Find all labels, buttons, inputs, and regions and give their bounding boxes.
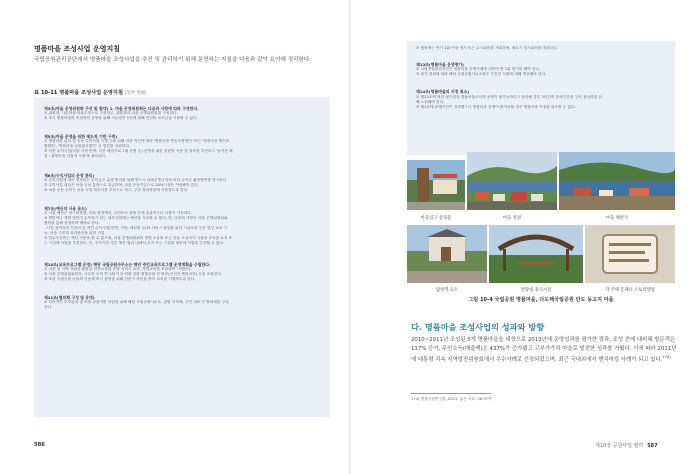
- caption-observatory-rest-area: 전망대 휴식시설: [520, 288, 552, 293]
- article-line: ① 수익사업에 따라 생산되는 수익금은 분쟁 방지를 위해 반드시 마을운영규칙에 따라 수익금 활용방안을 명시한다.: [44, 177, 228, 182]
- page-number-right: 587: [647, 443, 658, 449]
- article-heading: 제13조(명품마을 운영평가): [416, 61, 464, 67]
- article-line: 험 · 휴양마을 사업자 지정'을 완료한다.: [44, 153, 107, 158]
- running-footer: [595, 442, 658, 449]
- guideline-article: [44, 106, 322, 121]
- article-line: ③ 마을 공동 수익은 마을 사업 재투자를 우선으로 하고, 주민 복리증진에 사용하도록 한다.: [44, 187, 189, 192]
- caption-village-entrance: 마을입구 상징물: [420, 216, 452, 221]
- table-caption: [34, 89, 147, 96]
- article-line: ② 수익사업 대금은 마을 공동 통장으로 입금하며, 마을 공동기금으로 20%이상은 적립해야 한다.: [44, 182, 199, 187]
- running-title: 제10장 공원사업 협력: [595, 443, 644, 449]
- right-page: [351, 0, 700, 474]
- article-line: 합법인', '명품마을 농업회사법인' 등 법인을 설립한다.: [44, 143, 131, 148]
- guideline-article: [416, 89, 668, 109]
- article-line: ② 개인이나 개별 법인이 수익자가 되는 세부사업에는 예산을 사용할 수 없다. 단, 다음의 사항은 마을 운영위원회와: [44, 216, 228, 221]
- photo-house-nameplate: [585, 225, 675, 283]
- article-line: ② 각종 수익사업(마을 식당 민박, 각종 체험프로그램 운영 등) 운영을 위한 관련법 적용 및 절차를 추진하고 '놀이촌 체: [44, 148, 233, 153]
- photo-village-beach: [559, 152, 675, 210]
- guideline-article: [44, 134, 322, 159]
- article-line: ① 명품마을 관리 및 공동 수익사업 시행 등을 위해 마을 여건에 따라 '명품마을 영농조합법인' 또는 '명품마을 영어조: [44, 138, 230, 143]
- article-line: 는 시설에 사업을 추진한다. 단, 부득이한 경우 예산 범위 내에서 토지 또는 시설물 매입에 사업을 추진할 수 있다.: [44, 241, 225, 246]
- article-line: 능, 마을 주민의 복리증진을 위한 사업: [44, 231, 105, 236]
- guideline-article: [44, 173, 322, 193]
- result-body-text: 2010~2011년 조성된 5개 명품마을을 대상으로 2013년에 운영성과를 평가한 결과, 조성 전에 대비해 방문객은 117% 증가, 주민소득(매출액)은 437%가 증가됐고 고부가가치 마을로 발전한 성과를 거뒀다. 이에 따라 2011년에 대통령 직속 지역발전위원회에서 우수사례로 선정되었으며, 최근 국내외에서 벤치마킹 사례가 되고 있다.: [411, 337, 677, 363]
- footnote-divider: [411, 393, 491, 394]
- article-line: ② 마을 운영위원회원장, 사무장 등의 연 1회 이상 역량 강화 명품마을 간 방문(선진지 벤치마킹) 등을 포함한다.: [44, 271, 223, 276]
- guideline-article: [44, 262, 322, 282]
- figure-caption: 그림 10-4 국립공원 명품마을, 다도해국립공원 만도 동고지 마을: [468, 297, 614, 303]
- photo-village-entrance: [407, 160, 465, 210]
- article-heading: 제5조(마을 운영을 위한 제도적 기반 구축): [44, 133, 118, 139]
- footnote-reference: 174): [662, 355, 671, 359]
- article-line: ① 지속적인 투자유치 및 마을 상장기반 마련을 위해 해당 국립공원사무소, 관할 지자체, 주민 대표 간 협의체를 구성: [44, 300, 229, 305]
- article-line: - 사업 참여자의 인건비 및 개인 수익사업(민박, 식당, 체험장 등)의 서비스 향상을 위한 시설보강 등은 일부 보조 가: [44, 226, 228, 231]
- article-heading: 제14조(명품마을의 지정 취소): [416, 89, 470, 95]
- article-line: ③ 업무추진비는 예산 사용을 할 수 없으며, 마을 운영위원회의 개별 소유의 또는 공동 소유자가 사용을 승낙한 토지 또: [44, 236, 233, 241]
- table-caption-source: (일부 발췌): [124, 91, 147, 96]
- guideline-article: [416, 62, 668, 77]
- page-number-left: 586: [34, 442, 45, 448]
- article-line: 해 노력해야 한다.: [416, 99, 445, 104]
- article-line: ② 제1호에 유예기간이 경과했으나 명품마을 운영이 불가능할 경우 명품마을 지정을 취소할 수 있다.: [416, 104, 576, 109]
- article-line: ③ 또한 국립공원 마을의 공동체 의식 함양을 위해 전문가 자문을 받아 교육을 시행하도록 한다.: [44, 276, 196, 281]
- article-line: ② 평가 결과에 따라 해당 국립공원사무소장은 부진한 사항에 대해 개선해야 한다.: [416, 71, 547, 76]
- left-page: [0, 0, 349, 474]
- article-line: 한다.: [44, 305, 53, 310]
- article-heading: 제7조(예산의 사용 용도): [44, 205, 87, 211]
- caption-visitor-lodging: 탐방객 숙소: [435, 288, 459, 293]
- article-line: ① 마을 및 지역 자원을 활용한 민박교육을 운영 서비스 교육, 경영교육을 포함하여 시행한다.: [44, 266, 192, 271]
- article-line: ① 사업 예산은 마스터플랜, 마을 환경개선, 주민소득 창출 등에 효율적으로 사용이 가능하다.: [44, 211, 192, 216]
- article-line: 협의를 통해 결정하여 예외로 한다.: [44, 221, 100, 226]
- photo-village-view: [467, 152, 557, 210]
- caption-village-view: 마을 전경: [503, 216, 521, 221]
- section-title: 명품마을 조성사업 운영지침: [34, 45, 121, 53]
- section-intro: 국립공원관리공단에서 명품마을 조성사업을 추진 및 관리하기 위해 운영하는 지침을 다음과 같이 요약해 정리한다.: [34, 57, 312, 63]
- article-line: ② 협의체는 반기 1회 이상 정기 또는 수시회의를 개최하며, 필요시 임시회의를 개최한다.: [416, 46, 558, 50]
- article-heading: 제10조(교육프로그램 운영) 해당 국립공원사무소는 매년 주민교육프로그램 운영계획을 수립한다.: [44, 261, 211, 267]
- photo-observatory-rest-area: [489, 225, 583, 283]
- table-caption-text: 표 10-11 명품마을 조성사업 운영지침: [34, 90, 123, 96]
- article-line: ① 국립공원관리공단은 명품마을 운영사례에 대하여 연 1회 평가를 해야 한다.: [416, 66, 541, 71]
- caption-house-nameplate: 각 주택 문패의 스토리텔링: [605, 288, 655, 293]
- guideline-article: [416, 46, 668, 51]
- result-section-body: [411, 336, 677, 364]
- guideline-article: [44, 206, 322, 246]
- article-heading: 제3조(마을 운영위원회 구성 및 협약) 1. 마을 운영위원회는 다음과 사항에 따라 구성한다.: [44, 106, 199, 111]
- footnote: 174) 명품공원연구원, 2015, 좋은 자료, 36-37쪽: [411, 397, 492, 401]
- article-line: ② 초기 명품마을의 안정적인 운영을 위해 사무장은 1인에 한해 인건비 보조금을 지원할 수 있다.: [44, 116, 198, 121]
- photo-visitor-lodging: [407, 225, 487, 283]
- guideline-box: [34, 97, 330, 417]
- article-heading: 제11조(협의체 구성 및 운영): [44, 294, 95, 300]
- guideline-box-continued: [407, 41, 675, 155]
- article-heading: 제6조(수익사업의 운영 관리): [44, 172, 95, 178]
- article-line: ① 위원장, 사무장을 마을주민으로 구성하고, 위원장과 마을 운영위원회를 구성한다.: [44, 111, 178, 116]
- article-line: ① 제13조에 의한 평가결과 명품마을로서의 운영이 불가능하다고 판단될 경우 3년간의 유예기간을 두어 정상화를 위: [416, 94, 602, 99]
- guideline-article: [44, 295, 322, 310]
- result-section-title: 다. 명품마을 조성사업의 성과와 방향: [411, 322, 545, 332]
- caption-village-beach: 마을 해변가: [605, 216, 629, 221]
